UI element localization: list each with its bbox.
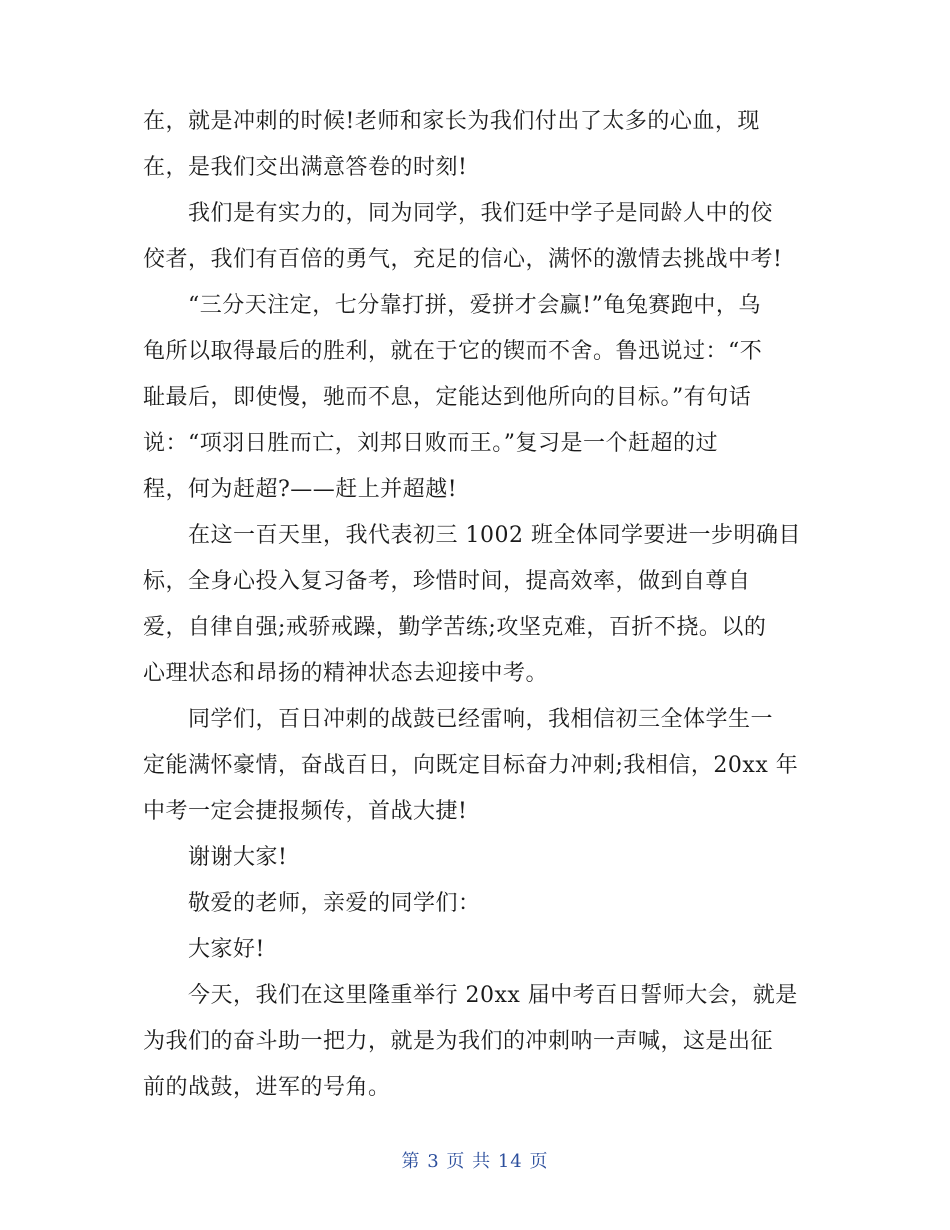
body-text-line: 在，就是冲刺的时候!老师和家长为我们付出了太多的心血，现: [143, 109, 760, 134]
body-text-line: 同学们，百日冲刺的战鼓已经雷响，我相信初三全体学生一: [188, 707, 774, 732]
body-text-line: 我们是有实力的，同为同学，我们廷中学子是同龄人中的佼: [188, 201, 774, 226]
body-text-line: 说：“项羽日胜而亡，刘邦日败而王。”复习是一个赶超的过: [143, 431, 718, 456]
body-text-line: 谢谢大家!: [188, 845, 288, 870]
body-text-line: 程，何为赶超?——赶上并超越!: [143, 477, 458, 502]
body-text-line: 在，是我们交出满意答卷的时刻!: [143, 155, 468, 180]
body-text-line: 敬爱的老师，亲爱的同学们：: [188, 891, 481, 916]
body-text-line: 佼者，我们有百倍的勇气，充足的信心，满怀的激情去挑战中考!: [143, 247, 783, 272]
body-text-line: 心理状态和昂扬的精神状态去迎接中考。: [143, 661, 549, 686]
body-text-line: 前的战鼓，进军的号角。: [143, 1075, 391, 1100]
page-number-footer: 第 3 页 共 14 页: [401, 1151, 549, 1172]
body-text-line: 定能满怀豪情，奋战百日，向既定目标奋力冲刺;我相信，20xx 年: [143, 753, 799, 778]
body-text-line: 龟所以取得最后的胜利，就在于它的锲而不舍。鲁迅说过：“不: [143, 339, 763, 364]
body-text-line: 为我们的奋斗助一把力，就是为我们的冲刺呐一声喊，这是出征: [143, 1029, 774, 1054]
body-text-line: “三分天注定，七分靠打拼，爱拼才会赢!”龟兔赛跑中，乌: [188, 293, 761, 318]
body-text-line: 中考一定会捷报频传，首战大捷!: [143, 799, 468, 824]
body-text-line: 标，全身心投入复习备考，珍惜时间，提高效率，做到自尊自: [143, 569, 751, 594]
body-text-line: 耻最后，即使慢，驰而不息，定能达到他所向的目标。”有句话: [143, 385, 752, 410]
body-text-line: 在这一百天里，我代表初三 1002 班全体同学要进一步明确目: [188, 523, 801, 548]
body-text-line: 今天，我们在这里隆重举行 20xx 届中考百日誓师大会，就是: [188, 983, 798, 1008]
body-text-line: 爱，自律自强;戒骄戒躁，勤学苦练;攻坚克难，百折不挠。以的: [143, 615, 767, 640]
body-text-line: 大家好!: [188, 937, 265, 962]
